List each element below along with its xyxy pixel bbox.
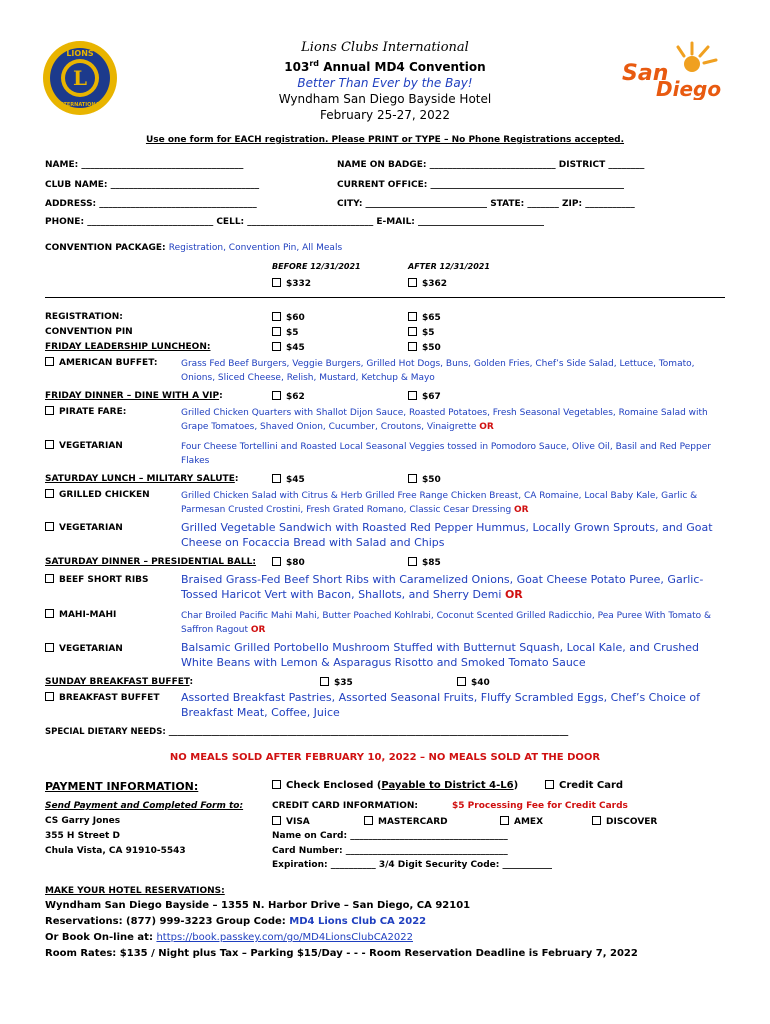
pirate-fare-desc: Grilled Chicken Quarters with Shallot Dijon Sauce, Roasted Potatoes, Fresh Seasonal Vegetables, Romaine Salad with Grape Tomatoes, Shaved Onion, Cucumber, Croutons, Vinaigrette OR <box>181 408 708 432</box>
hotel-reservations: Reservations: (877) 999-3223 Group Code: MD4 Lions Club CA 2022 <box>45 916 427 927</box>
pin-label: CONVENTION PIN <box>45 327 133 337</box>
event-dates: February 25-27, 2022 <box>319 108 451 122</box>
saturday-lunch-label: SATURDAY LUNCH – MILITARY SALUTE: <box>45 474 239 484</box>
friday-lunch-before-option[interactable]: $45 <box>272 342 305 353</box>
breakfast-buffet-option[interactable]: BREAKFAST BUFFET <box>45 692 159 703</box>
special-dietary-field[interactable]: SPECIAL DIETARY NEEDS: ______________________________________________________________________________________________ <box>45 727 569 737</box>
mahi-mahi-option[interactable]: MAHI-MAHI <box>45 609 116 620</box>
phone-cell-email-field[interactable]: PHONE: ____________________________ CELL: ____________________________ E-MAIL: ____________________________ <box>45 217 545 227</box>
booking-link[interactable]: https://book.passkey.com/go/MD4LionsClubCA2022 <box>156 932 413 943</box>
send-city: Chula Vista, CA 91910-5543 <box>45 846 186 856</box>
svg-text:Diego: Diego <box>656 77 722 100</box>
grilled-chicken-option[interactable]: GRILLED CHICKEN <box>45 489 150 500</box>
org-name: Lions Clubs International <box>301 40 469 55</box>
saturday-dinner-after-option[interactable]: $85 <box>408 557 441 568</box>
sunday-breakfast-before-option[interactable]: $35 <box>320 677 353 688</box>
vegetarian-saturday-lunch-option[interactable]: VEGETARIAN <box>45 522 123 533</box>
name-on-card-field[interactable]: Name on Card: ___________________________________ <box>272 831 508 841</box>
current-office-field[interactable]: CURRENT OFFICE: ___________________________________________ <box>337 180 625 190</box>
hotel-rates: Room Rates: $135 / Night plus Tax – Parking $15/Day - - - Room Reservation Deadline is February 7, 2022 <box>45 948 638 959</box>
before-header: BEFORE 12/31/2021 <box>272 262 361 271</box>
package-before-option[interactable]: $332 <box>272 278 311 289</box>
name-field[interactable]: NAME: ____________________________________ <box>45 160 244 170</box>
american-buffet-desc: Grass Fed Beef Burgers, Veggie Burgers, Grilled Hot Dogs, Buns, Golden Fries, Chef’s Side Salad, Lettuce, Tomato, Onions, Sliced Cheese, Relish, Mustard, Ketchup & Mayo <box>181 359 695 383</box>
hotel-address: Wyndham San Diego Bayside – 1355 N. Harbor Drive – San Diego, CA 92101 <box>45 900 471 911</box>
svg-text:San: San <box>622 61 669 86</box>
payment-title: PAYMENT INFORMATION: <box>45 780 199 793</box>
city-state-zip-field[interactable]: CITY: ___________________________ STATE: _______ ZIP: ___________ <box>337 199 635 209</box>
hotel-name: Wyndham San Diego Bayside Hotel <box>278 92 492 106</box>
after-header: AFTER 12/31/2021 <box>408 262 490 271</box>
hotel-title: MAKE YOUR HOTEL RESERVATIONS: <box>45 886 225 896</box>
vegetarian-saturday-dinner-desc: Balsamic Grilled Portobello Mushroom Stuffed with Butternut Squash, Local Kale, and Crushed White Beans with Lemon & Asparagus Risotto and Smoked Tomato Sauce <box>181 641 700 669</box>
amex-option[interactable]: AMEX <box>500 816 543 827</box>
american-buffet-option[interactable]: AMERICAN BUFFET: <box>45 357 157 368</box>
send-street: 355 H Street D <box>45 831 120 841</box>
vegetarian-friday-desc: Four Cheese Tortellini and Roasted Local Seasonal Veggies tossed in Pomodoro Sauce, Olive Oil, Basil and Red Pepper Flakes <box>181 442 711 466</box>
header <box>0 40 770 123</box>
credit-card-option[interactable]: Credit Card <box>545 780 623 791</box>
address-field[interactable]: ADDRESS: ___________________________________ <box>45 199 257 209</box>
grilled-chicken-desc: Grilled Chicken Salad with Citrus & Herb Grilled Free Range Chicken Breast, CA Romaine, Local Baby Kale, Garlic & Parmesan Crusted Crostini, Fresh Grated Romano, Classic Cesar Dressing OR <box>181 491 698 515</box>
vegetarian-saturday-dinner-option[interactable]: VEGETARIAN <box>45 643 123 654</box>
tagline: Better Than Ever by the Bay! <box>297 76 473 90</box>
friday-lunch-after-option[interactable]: $50 <box>408 342 441 353</box>
friday-dinner-label: FRIDAY DINNER – DINE WITH A VIP: <box>45 391 223 401</box>
check-enclosed-option[interactable]: Check Enclosed (Payable to District 4-L6) <box>272 780 518 791</box>
saturday-lunch-before-option[interactable]: $45 <box>272 474 305 485</box>
visa-option[interactable]: VISA <box>272 816 310 827</box>
pin-before-option[interactable]: $5 <box>272 327 299 338</box>
friday-dinner-before-option[interactable]: $62 <box>272 391 305 402</box>
instructions: Use one form for EACH registration. Please PRINT or TYPE – No Phone Registrations accepted. <box>145 135 625 145</box>
send-name: CS Garry Jones <box>45 816 121 826</box>
package-line: CONVENTION PACKAGE: Registration, Convention Pin, All Meals <box>45 243 343 253</box>
saturday-dinner-label: SATURDAY DINNER – PRESIDENTIAL BALL: <box>45 557 256 567</box>
beef-short-ribs-desc: Braised Grass-Fed Beef Short Ribs with Caramelized Onions, Goat Cheese Potato Puree, Garlic-Tossed Haricot Vert with Bacon, Shallots, and Sherry Demi OR <box>181 573 704 601</box>
convention-title: 103rd Annual MD4 Convention <box>284 59 486 74</box>
mahi-mahi-desc: Char Broiled Pacific Mahi Mahi, Butter Poached Kohlrabi, Coconut Scented Grilled Radicchio, Pea Puree With Tomato & Saffron Ragout OR <box>181 611 711 635</box>
svg-text:L: L <box>72 66 88 90</box>
no-meals-notice: NO MEALS SOLD AFTER FEBRUARY 10, 2022 – NO MEALS SOLD AT THE DOOR <box>169 752 601 763</box>
registration-label: REGISTRATION: <box>45 312 123 322</box>
badge-district-field[interactable]: NAME ON BADGE: ____________________________ DISTRICT ________ <box>337 160 645 170</box>
registration-before-option[interactable]: $60 <box>272 312 305 323</box>
discover-option[interactable]: DISCOVER <box>592 816 657 827</box>
pirate-fare-option[interactable]: PIRATE FARE: <box>45 406 126 417</box>
sunday-breakfast-label: SUNDAY BREAKFAST BUFFET: <box>45 677 194 687</box>
vegetarian-friday-option[interactable]: VEGETARIAN <box>45 440 123 451</box>
svg-text:LIONS: LIONS <box>66 49 94 58</box>
hotel-online: Or Book On-line at: https://book.passkey.com/go/MD4LionsClubCA2022 <box>45 932 413 943</box>
cc-info-label: CREDIT CARD INFORMATION: <box>272 801 418 811</box>
club-name-field[interactable]: CLUB NAME: _________________________________ <box>45 180 260 190</box>
friday-dinner-after-option[interactable]: $67 <box>408 391 441 402</box>
package-after-option[interactable]: $362 <box>408 278 447 289</box>
expiration-cvv-field[interactable]: Expiration: __________ 3/4 Digit Security Code: ___________ <box>272 860 553 870</box>
friday-lunch-label: FRIDAY LEADERSHIP LUNCHEON: <box>45 342 211 352</box>
sunday-breakfast-after-option[interactable]: $40 <box>457 677 490 688</box>
send-payment-label: Send Payment and Completed Form to: <box>45 801 244 811</box>
card-number-field[interactable]: Card Number: ____________________________________ <box>272 846 508 856</box>
pin-after-option[interactable]: $5 <box>408 327 435 338</box>
vegetarian-saturday-lunch-desc: Grilled Vegetable Sandwich with Roasted Red Pepper Hummus, Locally Grown Sprouts, and Goat Cheese on Focaccia Bread with Salad and Chips <box>181 521 713 549</box>
svg-text:INTERNATIONAL: INTERNATIONAL <box>57 102 103 108</box>
saturday-dinner-before-option[interactable]: $80 <box>272 557 305 568</box>
saturday-lunch-after-option[interactable]: $50 <box>408 474 441 485</box>
mastercard-option[interactable]: MASTERCARD <box>364 816 448 827</box>
cc-fee-notice: $5 Processing Fee for Credit Cards <box>452 801 628 811</box>
breakfast-buffet-desc: Assorted Breakfast Pastries, Assorted Seasonal Fruits, Fluffy Scrambled Eggs, Chef’s Choice of Breakfast Meat, Coffee, Juice <box>181 691 701 719</box>
registration-after-option[interactable]: $65 <box>408 312 441 323</box>
beef-short-ribs-option[interactable]: BEEF SHORT RIBS <box>45 574 149 585</box>
divider <box>45 297 725 298</box>
